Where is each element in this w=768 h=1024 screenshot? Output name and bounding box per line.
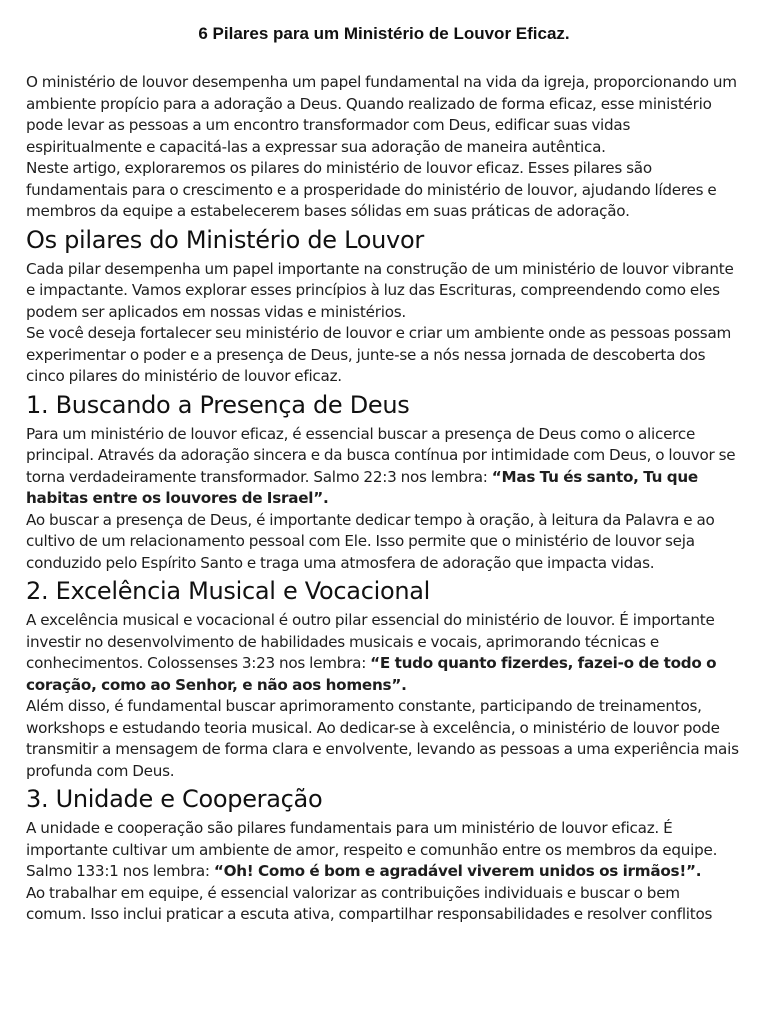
section-heading: Os pilares do Ministério de Louvor [26, 225, 424, 254]
section-pilares [26, 225, 742, 388]
section-heading: 2. Excelência Musical e Vocacional [26, 577, 431, 605]
paragraph-text: A excelência musical e vocacional é outro pilar essencial do ministério de louvor. É importante investir no desenvolvimento de habilidades musicais e vocais, aprimorando técnicas e conhecimentos. Colossenses 3:23 nos lembra: [26, 611, 715, 672]
intro-paragraph-2: Neste artigo, exploraremos os pilares do ministério de louvor eficaz. Esses pilares são fundamentais para o crescimento e a prosperidade do ministério de louvor, ajudando líderes e membros da equipe a estabelecerem bases sólidas em suas práticas de adoração. [26, 159, 717, 220]
section-paragraph [26, 610, 742, 696]
section-paragraph: Se você deseja fortalecer seu ministério de louvor e criar um ambiente onde as pessoas possam experimentar o poder e a presença de Deus, junte-se a nós nessa jornada de descoberta dos cinco pilares do ministério de louvor eficaz. [26, 324, 732, 385]
document-title: 6 Pilares para um Ministério de Louvor Eficaz. [198, 24, 570, 43]
section-paragraph: Cada pilar desempenha um papel importante na construção de um ministério de louvor vibrante e impactante. Vamos explorar esses princípios à luz das Escrituras, compreendendo como eles podem ser aplicados em nossas vidas e ministérios. [26, 259, 734, 321]
section-unidade [26, 784, 742, 926]
section-heading: 1. Buscando a Presença de Deus [26, 390, 410, 419]
paragraph-text: A unidade e cooperação são pilares fundamentais para um ministério de louvor eficaz. É importante cultivar um ambiente de amor, respeito e comunhão entre os membros da equipe. Salmo 133:1 nos lembra: [26, 819, 718, 880]
scripture-quote: “E tudo quanto fizerdes, fazei-o de todo o coração, como ao Senhor, e não aos homens”. [26, 654, 717, 694]
scripture-quote: “Mas Tu és santo, Tu que habitas entre os louvores de Israel”. [26, 467, 698, 507]
section-paragraph: Ao trabalhar em equipe, é essencial valorizar as contribuições individuais e buscar o bem comum. Isso inclui praticar a escuta ativa, compartilhar responsabilidades e resolver conflitos [26, 883, 713, 923]
section-heading: 3. Unidade e Cooperação [26, 785, 323, 813]
section-paragraph: Ao buscar a presença de Deus, é importante dedicar tempo à oração, à leitura da Palavra e ao cultivo de um relacionamento pessoal com Ele. Isso permite que o ministério de louvor seja conduzido pelo Espírito Santo e traga uma atmosfera de adoração que impacta vidas. [26, 510, 715, 572]
section-paragraph [26, 818, 742, 883]
scripture-quote: “Oh! Como é bom e agradável viverem unidos os irmãos!”. [213, 862, 702, 880]
paragraph-text: Para um ministério de louvor eficaz, é essencial buscar a presença de Deus como o alicerce principal. Através da adoração sincera e da busca contínua por intimidade com Deus, o louvor se torna verdadeiramente transformador. Salmo 22:3 nos lembra: [26, 424, 736, 486]
section-excelencia [26, 576, 742, 782]
document-page [26, 20, 742, 926]
section-paragraph: Além disso, é fundamental buscar aprimoramento constante, participando de treinamentos, workshops e estudando teoria musical. Ao dedicar-se à excelência, o ministério de louvor pode transmitir a mensagem de forma clara e envolvente, levando as pessoas a uma experiência mais profunda com Deus. [26, 697, 739, 780]
intro-paragraph-1: O ministério de louvor desempenha um papel fundamental na vida da igreja, proporcionando um ambiente propício para a adoração a Deus. Quando realizado de forma eficaz, esse ministério pode levar as pessoas a um encontro transformador com Deus, edificar suas vidas espiritualmente e capacitá-las a expressar sua adoração de maneira autêntica. [26, 73, 737, 156]
section-paragraph [26, 424, 742, 510]
section-presenca [26, 390, 742, 575]
